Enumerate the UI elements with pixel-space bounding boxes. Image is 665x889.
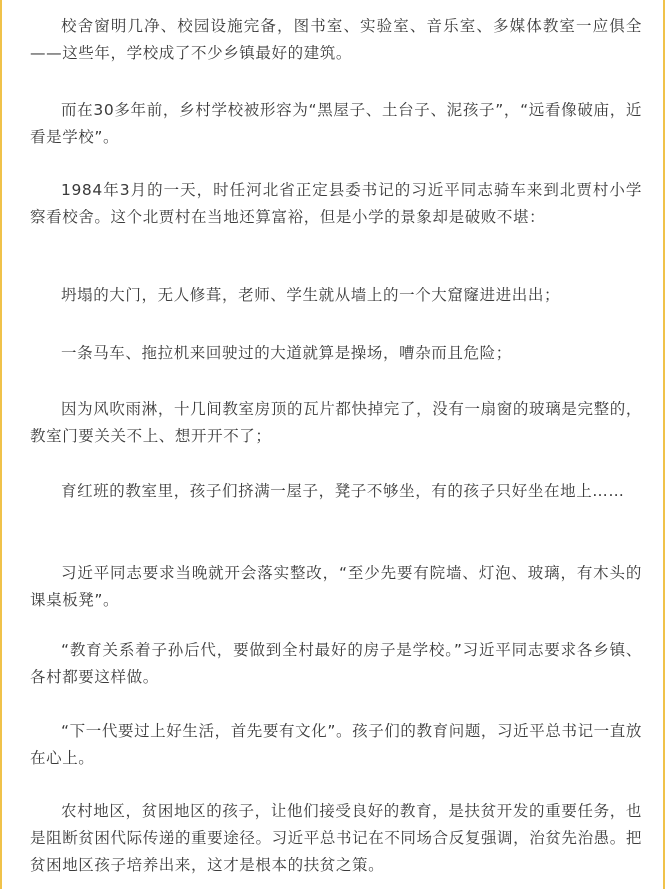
paragraph-11: 农村地区，贫困地区的孩子，让他们接受良好的教育，是扶贫开发的重要任务，也是阻断贫困代际传递的重要途径。习近平总书记在不同场合反复强调，治贫先治愚。把贫困地区孩子培养出来，这才是根本的扶贫之策。 — [30, 802, 642, 874]
paragraph-1: 校舍窗明几净、校园设施完备，图书室、实验室、音乐室、多媒体教室一应俱全——这些年，学校成了不少乡镇最好的建筑。 — [30, 17, 642, 62]
paragraph-7: 育红班的教室里，孩子们挤满一屋子，凳子不够坐，有的孩子只好坐在地上…… — [61, 482, 625, 500]
paragraph-2: 而在30多年前，乡村学校被形容为“黑屋子、土台子、泥孩子”，“远看像破庙，近看是学校”。 — [30, 101, 642, 146]
paragraph-9: “教育关系着子孙后代，要做到全村最好的房子是学校。”习近平同志要求各乡镇、各村都要这样做。 — [30, 641, 642, 686]
paragraph-10: “下一代要过上好生活，首先要有文化”。孩子们的教育问题，习近平总书记一直放在心上。 — [30, 722, 642, 767]
paragraph-3: 1984年3月的一天，时任河北省正定县委书记的习近平同志骑车来到北贾村小学察看校舍。这个北贾村在当地还算富裕，但是小学的景象却是破败不堪： — [30, 181, 642, 226]
paragraph-8: 习近平同志要求当晚就开会落实整改，“至少先要有院墙、灯泡、玻璃，有木头的课桌板凳”。 — [30, 564, 642, 609]
paragraph-5: 一条马车、拖拉机来回驶过的大道就算是操场，嘈杂而且危险； — [61, 344, 512, 362]
paragraph-6: 因为风吹雨淋，十几间教室房顶的瓦片都快掉完了，没有一扇窗的玻璃是完整的，教室门要关关不上、想开开不了； — [30, 400, 642, 445]
paragraph-4: 坍塌的大门，无人修葺，老师、学生就从墙上的一个大窟窿进进出出； — [61, 286, 561, 304]
